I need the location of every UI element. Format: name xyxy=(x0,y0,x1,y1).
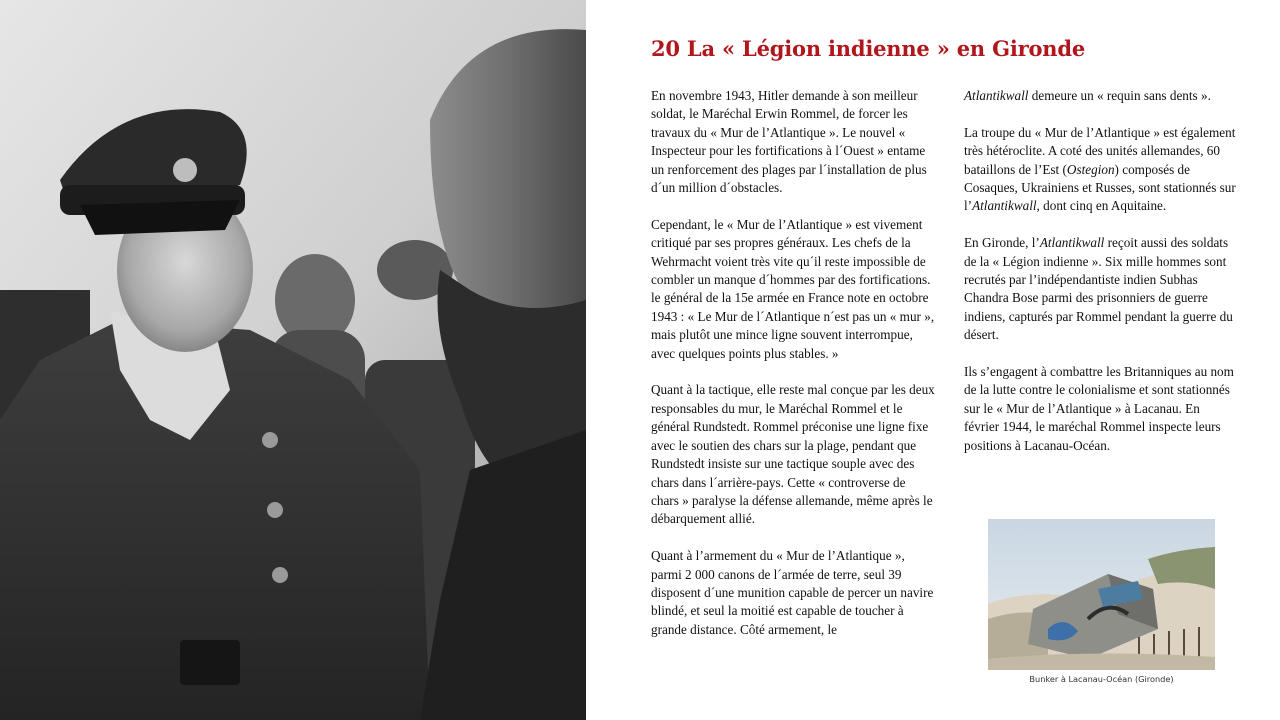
paragraph xyxy=(964,124,1236,216)
text-span: En Gironde, l’ xyxy=(964,235,1040,251)
paragraph: Ils s’engagent à combattre les Britanniques au nom de la lutte contre le colonialisme et sont stationnés sur le « Mur de l’Atlantique » à Lacanau. En février 1944, le maréchal Rommel inspecte leurs positions à Lacanau-Océan. xyxy=(964,364,1234,453)
text-span: La troupe du « Mur de l’Atlantique » est également très hétéroclite. A coté des unités allemandes, 60 bataillons de l’Est ( xyxy=(964,124,1236,177)
paragraph: Cependant, le « Mur de l’Atlantique » est vivement critiqué par ses propres généraux. Les chefs de la Wehrmacht voient très vite qu´il reste impossible de combler un manque d´hommes par des fortifications. le général de la 15e armée en France note en octobre 1943 : « Le Mur de l´Atlantique n´est pas un « mur », mais plutôt une mince ligne souvent interrompue, avec quelques points plus stables. » xyxy=(651,216,935,361)
text-span: reçoit aussi des soldats de la « Légion indienne ». Six mille hommes sont recrutés par l’indépendantiste indien Subhas Chandra Bose parmi des prisonniers de guerre indiens, capturés par Rommel pendant la guerre du désert. xyxy=(964,235,1233,343)
paragraph xyxy=(964,234,1236,344)
paragraph: Quant à l’armement du « Mur de l’Atlantique », parmi 2 000 canons de l´armée de terre, seul 39 disposent d´une munition capable de percer un navire blindé, et seul la moitié est capable de toucher à grande distance. Côté armement, le xyxy=(651,548,934,637)
text-span: , dont cinq en Aquitaine. xyxy=(1036,198,1167,214)
italic-term: Ostegion xyxy=(1066,161,1115,177)
italic-term: Atlantikwall xyxy=(964,88,1029,103)
bunker-photo xyxy=(988,519,1215,670)
bunker-caption: Bunker à Lacanau-Océan (Gironde) xyxy=(1029,674,1174,684)
paragraph xyxy=(964,87,1236,105)
italic-term: Atlantikwall xyxy=(1039,235,1105,251)
text-span: demeure un « requin sans dents ». xyxy=(1028,88,1211,103)
page-title: 20 La « Légion indienne » en Gironde xyxy=(651,36,1085,61)
left-text-column xyxy=(651,87,936,658)
historical-photo xyxy=(0,0,586,720)
paragraph: En novembre 1943, Hitler demande à son meilleur soldat, le Maréchal Erwin Rommel, de forcer les travaux du « Mur de l’Atlantique ». Le nouvel « Inspecteur pour les fortifications à l´Ouest » entame un renforcement des plages par l´installation de plus d´un million d´obstacles. xyxy=(651,88,927,196)
italic-term: Atlantikwall xyxy=(972,198,1037,214)
text-span: ) composés de Cosaques, Ukrainiens et Russes, sont stationnés sur l’ xyxy=(964,161,1236,214)
right-text-column xyxy=(964,87,1236,473)
paragraph: Quant à la tactique, elle reste mal conçue par les deux responsables du mur, le Maréchal Rommel et le général Rundstedt. Rommel préconise une ligne fixe avec le soutien des chars sur la plage, pendant que Rundstedt insiste sur une tactique souple avec des chars dans l´arrière-pays. Cette « controverse de chars » paralyse la défense allemande, même après le débarquement allié. xyxy=(651,382,935,527)
